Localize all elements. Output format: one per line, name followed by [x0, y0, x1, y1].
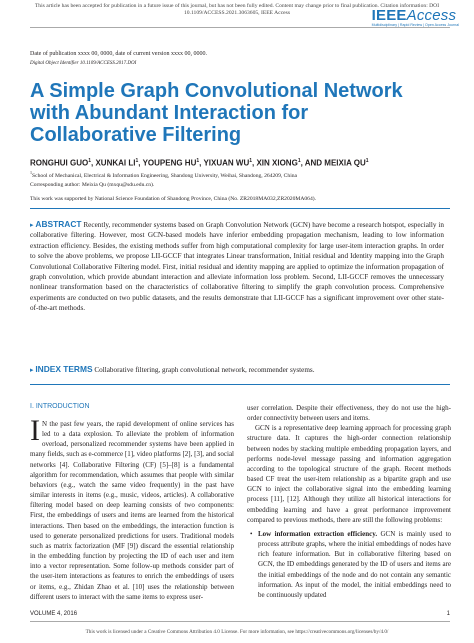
- publication-dates: Date of publication xxxx 00, 0000, date of current version xxxx 00, 0000.: [30, 51, 207, 57]
- index-terms-text: Collaborative filtering, graph convolutional network, recommender systems.: [94, 366, 315, 374]
- author-name: XUNKAI LI: [95, 158, 136, 168]
- author-list: RONGHUI GUO$^1$, XUNKAI $LI^1$, YOUPENG $HU^1$, YIXUAN $WU^1$, XIN XIONG$^1$, AND MEIXIA $QU^1$: [30, 158, 369, 168]
- bullet-text: GCN is mainly used to process attribute graphs, where the initial embeddings of nodes have rich feature information. But in collaborative filtering based on GCN, the ID embeddings generated by the ID of users and items are the initial embeddings of the node and do not contain any semantic information. As input of the model, the initial embeddings need to be continuously updated: [258, 529, 452, 599]
- ieee-access-logo: [372, 7, 459, 27]
- volume-label: VOLUME 4, 2016: [30, 611, 78, 617]
- author-name: XIN XIONG: [256, 158, 298, 168]
- section-heading: I. INTRODUCTION: [30, 403, 90, 410]
- title-line-3: Collaborative Filtering: [30, 124, 242, 146]
- index-terms-heading: INDEX TERMS: [35, 364, 93, 374]
- header-rule: [30, 27, 450, 28]
- intro-paragraph: [30, 414, 234, 602]
- bullet-label: Low information extraction efficiency.: [258, 529, 378, 538]
- doi-line: Digital Object Identifier 10.1109/ACCESS.2017.DOI: [30, 61, 137, 66]
- paper-title: [30, 80, 450, 146]
- affiliation-text: School of Mechanical, Electrical & Information Engineering, Shandong University, Weihai, Shandong, 264209, China: [32, 172, 298, 179]
- bullet-icon: •: [250, 529, 253, 538]
- paragraph: user correlation. Despite their effectiveness, they do not use the high-order connectivity between users and items.: [247, 404, 451, 423]
- index-terms: [30, 364, 444, 374]
- abstract-rule: [30, 208, 450, 209]
- index-terms-rule: [30, 384, 450, 385]
- license-notice: This work is licensed under a Creative Commons Attribution 4.0 License. For more information, see https://creativecommons.org/licenses/by/4.0/: [85, 629, 389, 635]
- left-column: [30, 403, 234, 602]
- affiliation-sup: 1: [30, 170, 32, 175]
- drop-cap: I: [30, 414, 40, 447]
- notice-line-1: This article has been accepted for publication in a future issue of this journal, but has not been fully edited. Content may change prior to final publication. Citation information: DOI: [34, 3, 440, 9]
- logo-accent-text: Access: [406, 7, 457, 24]
- author-sup: 1: [135, 158, 139, 164]
- author-name: AND MEIXIA QU: [304, 158, 366, 168]
- abstract-heading: ABSTRACT: [35, 219, 82, 229]
- triangle-marker-icon: ▸: [30, 221, 34, 229]
- logo-main-text: IEEE: [371, 7, 407, 24]
- intro-paragraph-text: N the past few years, the rapid development of online services has led to a data explosion. To alleviate the problem of information overload, personalized recommender systems have been applied in many fields, such as e-commerce [1], video platforms [2], [3], and social networks [4]. Collaborative Filtering (CF) [5]–[8] is a fundamental algorithm for recommendation, which assumes that people with similar behaviors (e.g., watch the same video frequently) in the past have similar interests in items (e.g., music, videos, articles). A collaborative filtering model based on deep learning consists of two components: First, the embeddings of users and items are learned from the historical interactions. Then based on the embeddings, the interaction function is used to generate personalized predictions for users. Traditional models such as matrix factorization (MF [9]) discard the essential relationship in the embedding function by projecting the ID of each user and item into a vector representation. Some follow-up methods consider part of the user-item interactions as features to enrich the embeddings of users or items, e.g., Zhidan Zhao et al. [10] uses the relationship between different users to interact with the same items to express user-: [30, 420, 234, 601]
- title-line-1: A Simple Graph Convolutional Network: [30, 80, 403, 102]
- title-line-2: with Abundant Interaction for: [30, 102, 309, 124]
- author-sup: 1: [297, 158, 301, 164]
- corresponding-author: Corresponding author: Meixia Qu (mxqu@sdu.edu.cn).: [30, 182, 155, 188]
- triangle-marker-icon: ▸: [30, 366, 34, 374]
- logo-tagline: Multidisciplinary | Rapid Review | Open Access Journal: [371, 23, 459, 27]
- paragraph: GCN is a representative deep learning approach for processing graph structure data. It captures the high-order connection relationship between nodes by stacking multiple embedding propagation layers, and performs node-level message passing and information aggregation according to the topological structure of the graph. Recent methods based CF treat the user-item relationship as a bipartite graph and use GCN to inject the collaborative signal into the embedding learning process [11], [12]. Although they utilize all historical interactions for embedding learning and have a great performance improvement compared to previous methods, there are still the following problems:: [247, 424, 451, 524]
- author-name: RONGHUI GUO: [30, 158, 89, 168]
- author-name: YIXUAN WU: [203, 158, 250, 168]
- abstract: [30, 219, 444, 314]
- author-sup: 1: [249, 158, 253, 164]
- bullet-item: [247, 529, 451, 600]
- affiliation: [30, 170, 297, 179]
- author-sup: 1: [365, 158, 369, 164]
- funding-note: This work was supported by National Science Foundation of Shandong Province, China (No. ZR2018MA032,ZR2020MA064).: [30, 196, 317, 202]
- abstract-text: Recently, recommender systems based on Graph Convolution Network (GCN) have become a research hotspot, especially in collaborative filtering. However, most GCN-based models have inferior embedding propagation mechanism, leading to low information extraction efficiency. Besides, the existing methods suffer from high computational complexity for large user-item interaction graphs. In order to solve the above problems, we propose LII-GCCF that integrates Linear transformation, Initial residual and Identity mapping into the Graph Convolutional Collaborative Filtering model. First, initial residual and identity mapping are applied to optimize the information propagation of graph convolution, which provide abundant interaction and alleviate information loss problem. Second, LII-GCCF removes the unnecessary nonlinear transformation based on the characteristics of collaborative filtering to simplify the graph convolution process. Comprehensive experiments are conducted on two public datasets, and the results demonstrate that LII-GCCF has a significant improvement over other state-of-the-art methods.: [30, 221, 444, 313]
- notice-line-2: 10.1109/ACCESS.2021.3063605, IEEE Access: [183, 10, 291, 16]
- author-sup: 1: [88, 158, 92, 164]
- page-number: 1: [446, 611, 450, 617]
- footer-rule: [30, 621, 450, 622]
- author-name: YOUPENG HU: [142, 158, 197, 168]
- right-column: [247, 403, 451, 600]
- author-sup: 1: [196, 158, 200, 164]
